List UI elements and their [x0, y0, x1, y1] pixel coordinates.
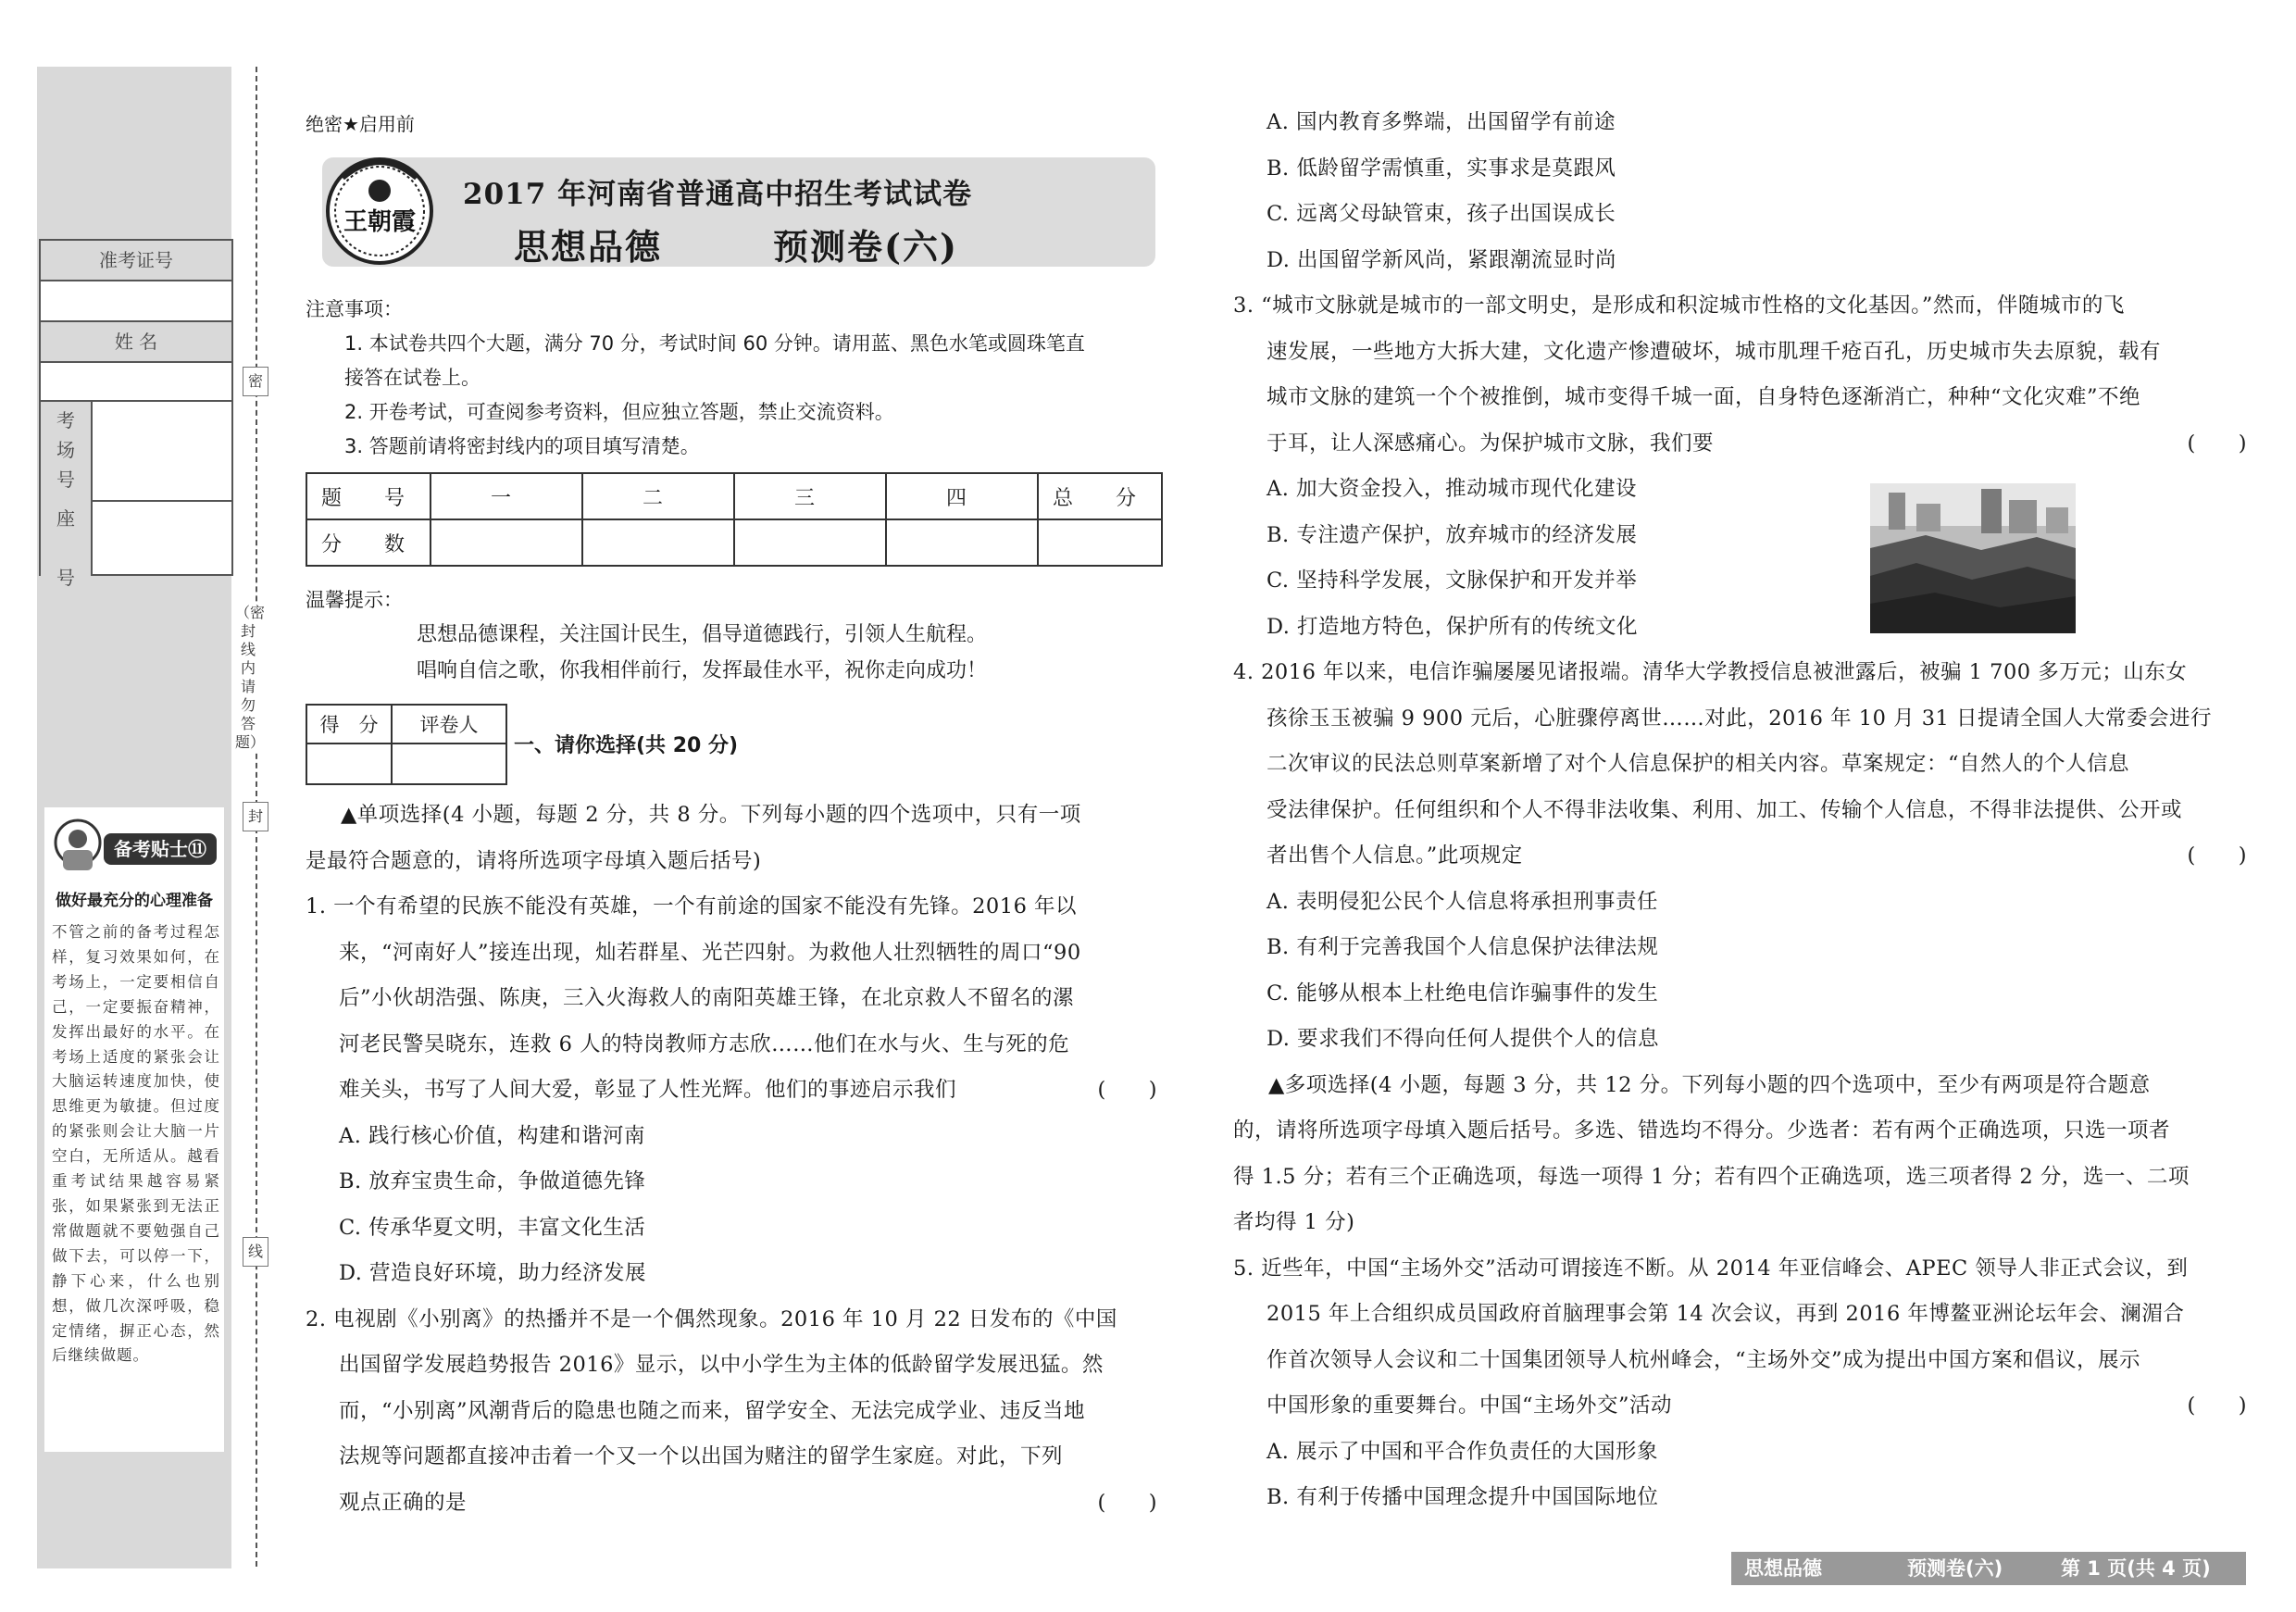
question-text: B. 有利于完善我国个人信息保护法律法规 [1267, 935, 1659, 959]
exam-number-label: 准考证号 [41, 241, 231, 281]
question-line [1233, 513, 2247, 559]
notice-item: 1. 本试卷共四个大题，满分 70 分，考试时间 60 分钟。请用蓝、黑色水笔或圆珠笔直 [344, 332, 1085, 355]
seal-char-mi: 密 [243, 367, 268, 396]
question-line [306, 1297, 1157, 1343]
question-line [1233, 375, 2247, 421]
question-text: 作首次领导人会议和二十国集团领导人杭州峰会，“主场外交”成为提出中国方案和倡议，展示 [1267, 1347, 2141, 1372]
warm-tip-heading: 温馨提示： [306, 589, 403, 611]
grade-score-label: 得 分 [306, 705, 392, 744]
score-table-cell: 题 号 [306, 473, 430, 519]
question-text: C. 远离父母缺管束，孩子出国误成长 [1267, 202, 1616, 226]
question-text: A. 国内教育多弊端，出国留学有前途 [1267, 110, 1616, 134]
grade-score-field[interactable] [306, 744, 392, 784]
notice-section [306, 293, 1167, 464]
question-line [306, 1159, 1157, 1206]
question-text: C. 坚持科学发展，文脉保护和开发并举 [1267, 569, 1638, 593]
question-line [1233, 1430, 2247, 1476]
warm-tip-line: 思想品德课程，关注国计民生，倡导道德践行，引领人生航程。 [417, 623, 988, 646]
grader-field[interactable] [392, 744, 506, 784]
question-line [1233, 1475, 2247, 1521]
question-line [306, 1206, 1157, 1252]
question-line [1233, 1063, 2247, 1109]
question-line [1233, 1338, 2247, 1384]
seal-char-xian: 线 [243, 1237, 268, 1267]
question-line [1233, 742, 2247, 788]
question-line [1233, 1292, 2247, 1338]
question-line [306, 839, 1157, 885]
footer-page-number: 第 1 页(共 4 页) [2061, 1557, 2211, 1580]
question-text: 1. 一个有希望的民族不能没有英雄，一个有前途的国家不能没有先锋。2016 年以 [306, 894, 1078, 918]
question-text: 2. 电视剧《小别离》的热播并不是一个偶然现象。2016 年 10 月 22 日发布的《中国 [306, 1306, 1117, 1331]
grader-label: 评卷人 [392, 705, 506, 744]
answer-bracket[interactable]: ( ) [1097, 1078, 1157, 1102]
question-line [306, 931, 1157, 977]
question-line [306, 793, 1157, 839]
question-line [306, 1389, 1157, 1435]
seat-label: 座 号 [41, 502, 93, 576]
question-line [1233, 650, 2247, 696]
question-text: D. 出国留学新风尚，紧跟潮流显时尚 [1267, 247, 1617, 272]
notice-item: 接答在试卷上。 [344, 367, 480, 389]
question-text: 得 1.5 分；若有三个正确选项，每选一项得 1 分；若有四个正确选项，选三项者得 2 分，选一、二项 [1233, 1164, 2190, 1189]
footer-paper: 预测卷(六) [1907, 1557, 2003, 1580]
question-line [1233, 100, 2247, 146]
answer-bracket[interactable]: ( ) [2187, 843, 2247, 868]
score-table-cell: 四 [886, 473, 1038, 519]
question-line [306, 1343, 1157, 1389]
question-text: 城市文脉的建筑一个个被推倒，城市变得千城一面，自身特色逐渐消亡，种种“文化灾难”不绝 [1267, 385, 2141, 409]
seal-name: 王朝霞 [343, 208, 417, 236]
question-text: 4. 2016 年以来，电信诈骗屡屡见诸报端。清华大学教授信息被泄露后，被骗 1 700 多万元；山东女 [1233, 660, 2188, 684]
answer-bracket[interactable]: ( ) [2187, 1393, 2247, 1418]
answer-bracket[interactable]: ( ) [2187, 431, 2247, 456]
tip-title: 做好最充分的心理准备 [56, 892, 213, 910]
seal-char-feng: 封 [243, 802, 268, 831]
question-text: 河老民警吴晓东，连救 6 人的特岗教师方志欣……他们在水与火、生与死的危 [339, 1031, 1070, 1056]
question-text: 中国形象的重要舞台。中国“主场外交”活动 [1267, 1393, 1673, 1418]
seal-note: （密封线内请勿答题） [235, 604, 266, 751]
question-text: A. 展示了中国和平合作负责任的大国形象 [1267, 1439, 1659, 1464]
score-table [306, 472, 1163, 567]
question-line [1233, 1155, 2247, 1201]
warm-tip-line: 唱响自信之歌，你我相伴前行，发挥最佳水平，祝你走向成功！ [417, 659, 988, 682]
score-table-score-row [306, 519, 1162, 566]
question-text: 难关头，书写了人间大爱，彰显了人性光辉。他们的事迹启示我们 [339, 1078, 957, 1102]
name-label: 姓 名 [41, 322, 231, 363]
question-text: C. 传承华夏文明，丰富文化生活 [339, 1215, 646, 1240]
score-table-cell: 总 分 [1038, 473, 1162, 519]
score-input-cell[interactable] [430, 519, 582, 566]
question-text: 后”小伙胡浩强、陈庚，三入火海救人的南阳英雄王锋，在北京救人不留名的漯 [339, 986, 1075, 1010]
grade-table [306, 704, 507, 785]
question-line [1233, 1108, 2247, 1155]
question-line [1233, 971, 2247, 1018]
question-text: ▲单项选择(4 小题，每题 2 分，共 8 分。下列每小题的四个选项中，只有一项 [341, 803, 1081, 827]
left-question-column [306, 793, 1157, 1526]
question-line [1233, 330, 2247, 376]
question-text: D. 打造地方特色，保护所有的传统文化 [1267, 614, 1639, 639]
question-line [1233, 238, 2247, 284]
question-line [1233, 421, 2247, 468]
question-text: D. 营造良好环境，助力经济发展 [339, 1261, 647, 1285]
exam-subject-title: 思想品德 预测卷(六) [514, 226, 958, 268]
question-text: 而，“小别离”风潮背后的隐患也随之而来，留学安全、无法完成学业、违反当地 [339, 1398, 1086, 1423]
question-line [1233, 146, 2247, 193]
publisher-seal-logo [324, 150, 435, 270]
question-line [1233, 696, 2247, 743]
question-text: ▲多项选择(4 小题，每题 3 分，共 12 分。下列每小题的四个选项中，至少有两项是符合题意 [1268, 1072, 2151, 1097]
question-text: B. 放弃宝贵生命，争做道德先锋 [339, 1169, 646, 1193]
question-line [306, 976, 1157, 1022]
question-text: B. 有利于传播中国理念提升中国国际地位 [1267, 1485, 1659, 1509]
score-input-cell[interactable] [582, 519, 734, 566]
question-text: 受法律保护。任何组织和个人不得非法收集、利用、加工、传输个人信息，不得非法提供、公开或 [1267, 797, 2183, 822]
question-text: B. 低龄留学需慎重，实事求是莫跟风 [1267, 156, 1616, 181]
score-input-cell[interactable] [734, 519, 886, 566]
question-text: 观点正确的是 [339, 1490, 468, 1515]
question-line [1233, 192, 2247, 238]
student-info-box [39, 239, 233, 589]
question-text: A. 表明侵犯公民个人信息将承担刑事责任 [1267, 889, 1659, 914]
score-input-cell[interactable] [1038, 519, 1162, 566]
question-text: 的，请将所选项字母填入题后括号。多选、错选均不得分。少选者：若有两个正确选项，只选一项者 [1233, 1118, 2171, 1143]
score-table-cell: 二 [582, 473, 734, 519]
question-line [306, 1022, 1157, 1068]
question-line [306, 1068, 1157, 1114]
notice-heading: 注意事项： [306, 298, 403, 320]
question-text: C. 能够从根本上杜绝电信诈骗事件的发生 [1267, 981, 1659, 1006]
question-line [1233, 880, 2247, 926]
section-heading: 一、请你选择(共 20 分) [514, 734, 739, 757]
question-line [1233, 283, 2247, 330]
question-text: 是最符合题意的，请将所选项字母填入题后括号) [306, 848, 762, 873]
exam-title: 2017 年河南省普通高中招生考试试卷 [463, 178, 973, 211]
question-text: 出国留学发展趋势报告 2016》显示，以中小学生为主体的低龄留学发展迅猛。然 [339, 1353, 1104, 1377]
question-line [1233, 1246, 2247, 1293]
question-line [1233, 925, 2247, 971]
question-text: 者出售个人信息。”此项规定 [1267, 843, 1523, 868]
exam-number-field[interactable] [41, 281, 231, 322]
score-table-cell: 一 [430, 473, 582, 519]
question-line [1233, 1383, 2247, 1430]
question-text: 速发展，一些地方大拆大建，文化遗产惨遭破坏，城市肌理千疮百孔，历史城市失去原貌，载有 [1267, 339, 2162, 364]
question-text: 2015 年上合组织成员国政府首脑理事会第 14 次会议，再到 2016 年博鳌亚洲论坛年会、澜湄合 [1267, 1302, 2185, 1326]
name-field[interactable] [41, 363, 231, 402]
score-table-cell: 三 [734, 473, 886, 519]
page-footer [1731, 1552, 2246, 1585]
question-line [1233, 1017, 2247, 1063]
confidential-label: 绝密★启用前 [306, 113, 415, 135]
question-text: 者均得 1 分) [1233, 1210, 1355, 1234]
question-line [306, 1481, 1157, 1527]
answer-bracket[interactable]: ( ) [1097, 1490, 1157, 1515]
score-input-cell[interactable] [886, 519, 1038, 566]
question-text: D. 要求我们不得向任何人提供个人的信息 [1267, 1027, 1660, 1051]
question-text: A. 践行核心价值，构建和谐河南 [339, 1123, 646, 1148]
question-line [306, 1251, 1157, 1297]
tip-logo-text: 备考贴士⑪ [114, 838, 206, 860]
question-text: A. 加大资金投入，推动城市现代化建设 [1267, 477, 1638, 501]
notice-item: 3. 答题前请将密封线内的项目填写清楚。 [344, 435, 700, 457]
exam-room-label: 考 场 号 [41, 402, 93, 504]
footer-subject: 思想品德 [1744, 1557, 1822, 1580]
question-line [1233, 788, 2247, 834]
tip-mascot-logo [50, 811, 220, 878]
question-line [1233, 467, 2247, 513]
question-line [1233, 558, 2247, 605]
question-line [306, 884, 1157, 931]
question-line [1233, 605, 2247, 651]
question-line [1233, 1200, 2247, 1246]
question-line [1233, 833, 2247, 880]
question-text: 二次审议的民法总则草案新增了对个人信息保护的相关内容。草案规定：“自然人的个人信息 [1267, 752, 2130, 776]
question-line [306, 1114, 1157, 1160]
question-text: 孩徐玉玉被骗 9 900 元后，心脏骤停离世……对此，2016 年 10 月 31 日提请全国人大常委会进行 [1267, 706, 2213, 731]
score-table-header-row [306, 473, 1162, 519]
question-text: 来，“河南好人”接连出现，灿若群星、光芒四射。为救他人壮烈牺牲的周口“90 [339, 940, 1081, 965]
score-table-cell: 分 数 [306, 519, 430, 566]
question-text: 5. 近些年，中国“主场外交”活动可谓接连不断。从 2014 年亚信峰会、APEC 领导人非正式会议，到 [1233, 1256, 2189, 1281]
notice-item: 2. 开卷考试，可查阅参考资料，但应独立答题，禁止交流资料。 [344, 401, 894, 423]
city-photo [1870, 483, 2076, 633]
question-text: B. 专注遗产保护，放弃城市的经济发展 [1267, 522, 1638, 547]
question-text: 于耳，让人深感痛心。为保护城市文脉，我们要 [1267, 431, 1715, 456]
tip-body: 不管之前的备考过程怎样，复习效果如何，在考场上，一定要相信自己，一定要振奋精神，发挥出最好的水平。在考场上适度的紧张会让大脑运转速度加快，使思维更为敏捷。但过度的紧张则会让大脑一片空白，无所适从。越看重考试结果越容易紧张，如果紧张到无法正常做题就不要勉强自己做下去，可以停一下，静下心来，什么也别想，做几次深呼吸，稳定情绪，摒正心态，然后继续做题。 [52, 923, 220, 1365]
question-line [306, 1434, 1157, 1481]
question-text: 法规等问题都直接冲击着一个又一个以出国为赌注的留学生家庭。对此，下列 [339, 1444, 1064, 1468]
right-question-column [1233, 100, 2247, 1521]
question-text: 3. “城市文脉就是城市的一部文明史，是形成和积淀城市性格的文化基因。”然而，伴随城市的飞 [1233, 294, 2125, 318]
seat-field[interactable] [93, 502, 231, 574]
exam-room-field[interactable] [93, 402, 231, 502]
